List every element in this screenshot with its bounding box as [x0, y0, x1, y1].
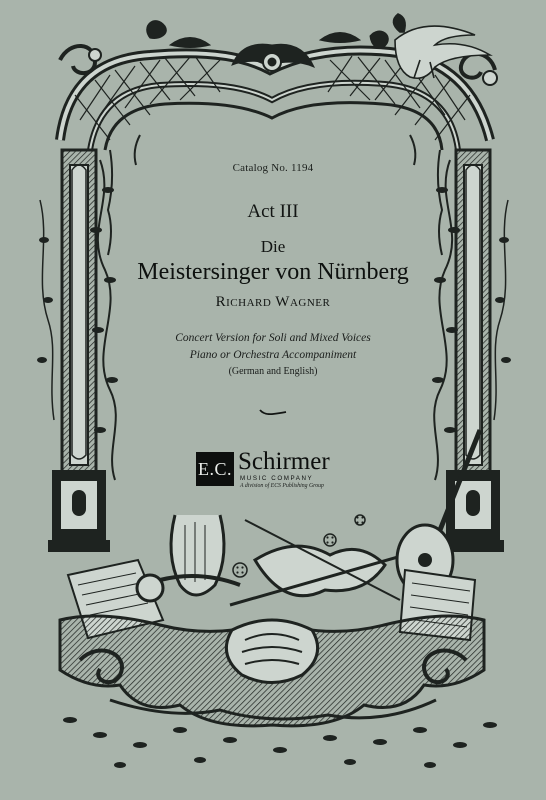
title-panel	[128, 145, 418, 510]
composer-name: Richard Wagner	[215, 294, 331, 310]
language-note: (German and English)	[228, 366, 318, 377]
base-cartouche	[60, 616, 484, 726]
publisher-logo	[196, 448, 366, 497]
title-article: Die	[260, 237, 286, 256]
catalog-number: Catalog No. 1194	[232, 162, 314, 174]
version-subtitle: Concert Version for Soli and Mixed Voices	[175, 332, 371, 344]
publisher-name: Schirmer	[238, 448, 330, 475]
publisher-tagline: A division of ECS Publishing Group	[240, 483, 324, 489]
act-heading: Act III	[247, 201, 299, 222]
decorative-swash-icon	[259, 407, 287, 415]
ec-logo-mark: E.C.	[196, 452, 234, 486]
publisher-division: MUSIC COMPANY	[240, 475, 314, 482]
accompaniment-subtitle: Piano or Orchestra Accompaniment	[189, 349, 357, 361]
opera-title: Meistersinger von Nürnberg	[137, 259, 409, 285]
